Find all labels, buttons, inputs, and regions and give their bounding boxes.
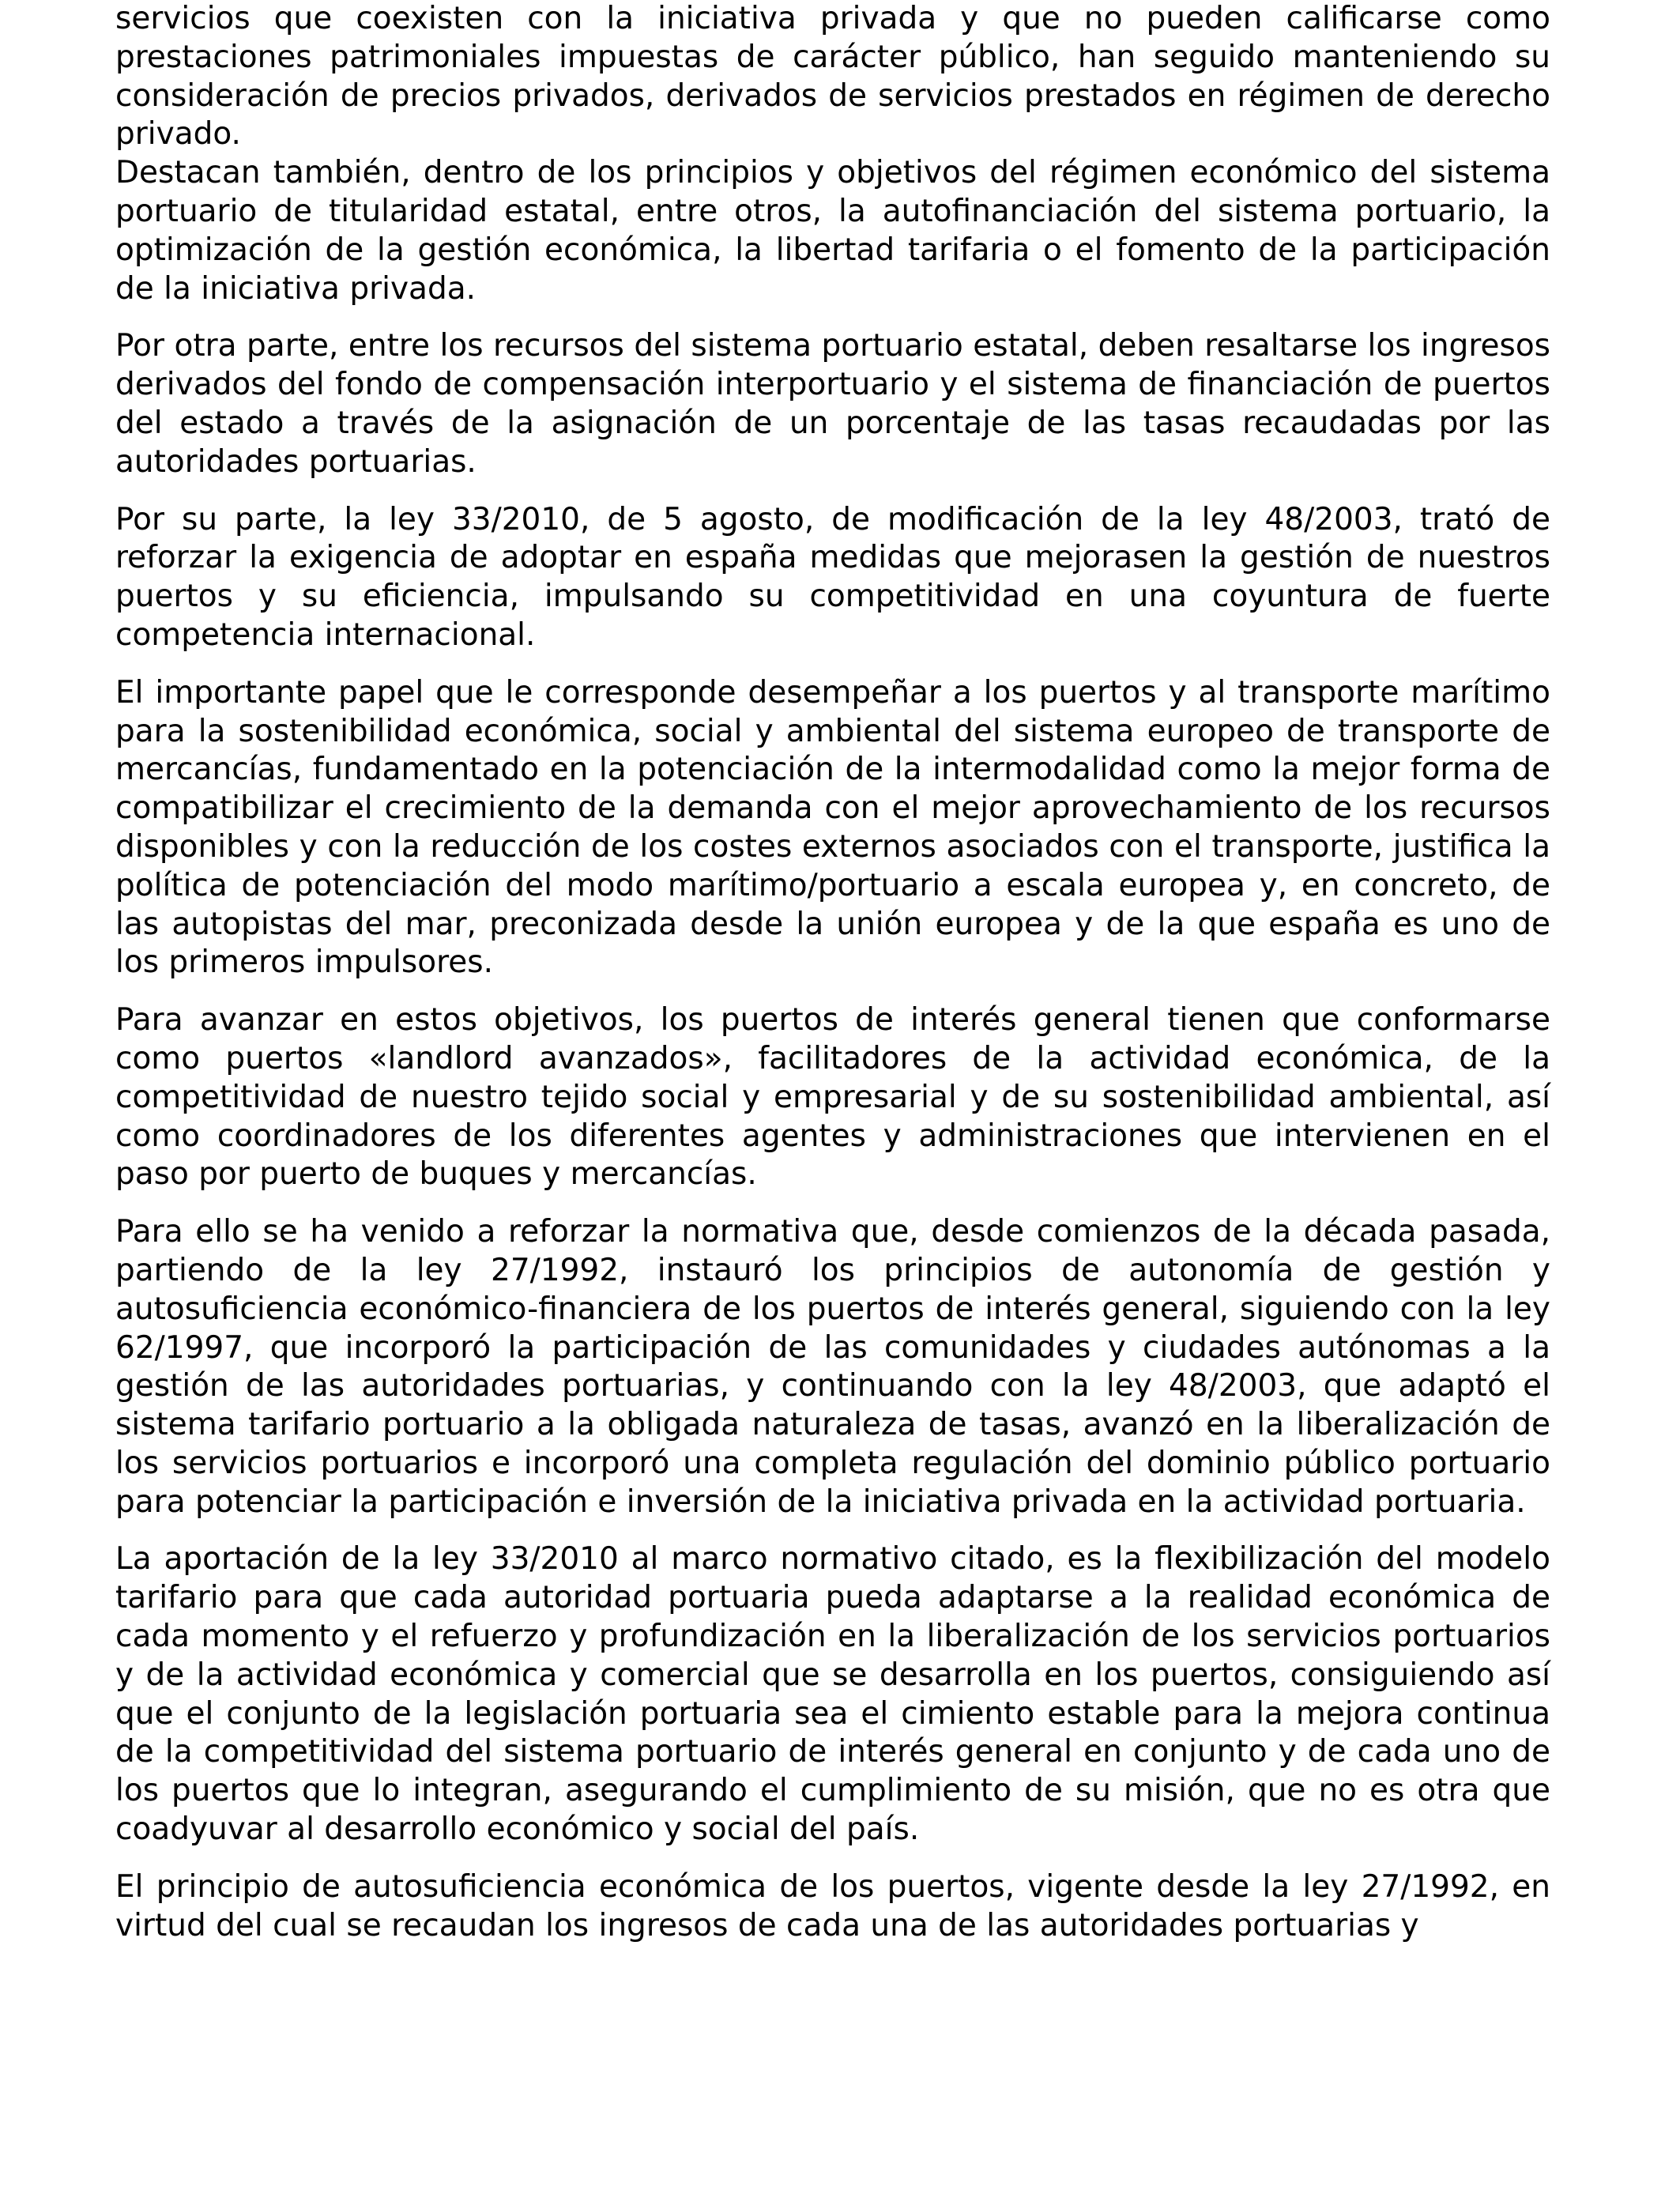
paragraph: El principio de autosuficiencia económica de los puertos, vigente desde la ley 27/1992, en virtud del cual se recaudan los ingresos de cada una de las autoridades portuarias y — [115, 1868, 1550, 1943]
document-body — [115, 0, 1550, 1964]
paragraph: Para avanzar en estos objetivos, los puertos de interés general tienen que conformarse como puertos «landlord avanzados», facilitadores de la actividad económica, de la competitividad de nuestro tejido social y empresarial y de su sostenibilidad ambiental, así como coordinadores de los diferentes agentes y administraciones que intervienen en el paso por puerto de buques y mercancías. — [115, 1002, 1550, 1193]
paragraph: servicios que coexisten con la iniciativa privada y que no pueden calificarse como prestaciones patrimoniales impuestas de carácter público, han seguido manteniendo su consideración de precios privados, derivados de servicios prestados en régimen de derecho privado. — [115, 1, 1550, 153]
paragraph: La aportación de la ley 33/2010 al marco normativo citado, es la flexibilización del modelo tarifario para que cada autoridad portuaria pueda adaptarse a la realidad económica de cada momento y el refuerzo y profundización en la liberalización de los servicios portuarios y de la actividad económica y comercial que se desarrolla en los puertos, consiguiendo así que el conjunto de la legislación portuaria sea el cimiento estable para la mejora continua de la competitividad del sistema portuario de interés general en conjunto y de cada uno de los puertos que lo integran, asegurando el cumplimiento de su misión, que no es otra que coadyuvar al desarrollo económico y social del país. — [115, 1541, 1550, 1848]
paragraph: El importante papel que le corresponde desempeñar a los puertos y al transporte marítimo para la sostenibilidad económica, social y ambiental del sistema europeo de transporte de mercancías, fundamentado en la potenciación de la intermodalidad como la mejor forma de compatibilizar el crecimiento de la demanda con el mejor aprovechamiento de los recursos disponibles y con la reducción de los costes externos asociados con el transporte, justifica la política de potenciación del modo marítimo/portuario a escala europea y, en concreto, de las autopistas del mar, preconizada desde la unión europea y de la que españa es uno de los primeros impulsores. — [115, 674, 1550, 981]
paragraph: Para ello se ha venido a reforzar la normativa que, desde comienzos de la década pasada, partiendo de la ley 27/1992, instauró los principios de autonomía de gestión y autosuficiencia económico-financiera de los puertos de interés general, siguiendo con la ley 62/1997, que incorporó la participación de las comunidades y ciudades autónomas a la gestión de las autoridades portuarias, y continuando con la ley 48/2003, que adaptó el sistema tarifario portuario a la obligada naturaleza de tasas, avanzó en la liberalización de los servicios portuarios e incorporó una completa regulación del dominio público portuario para potenciar la participación e inversión de la iniciativa privada en la actividad portuaria. — [115, 1214, 1550, 1520]
paragraph: Por otra parte, entre los recursos del sistema portuario estatal, deben resaltarse los ingresos derivados del fondo de compensación interportuario y el sistema de financiación de puertos del estado a través de la asignación de un porcentaje de las tasas recaudadas por las autoridades portuarias. — [115, 328, 1550, 480]
paragraph: Destacan también, dentro de los principios y objetivos del régimen económico del sistema portuario de titularidad estatal, entre otros, la autofinanciación del sistema portuario, la optimización de la gestión económica, la libertad tarifaria o el fomento de la participación de la iniciativa privada. — [115, 155, 1550, 307]
paragraph: Por su parte, la ley 33/2010, de 5 agosto, de modificación de la ley 48/2003, trató de reforzar la exigencia de adoptar en españa medidas que mejorasen la gestión de nuestros puertos y su eficiencia, impulsando su competitividad en una coyuntura de fuerte competencia internacional. — [115, 501, 1550, 653]
